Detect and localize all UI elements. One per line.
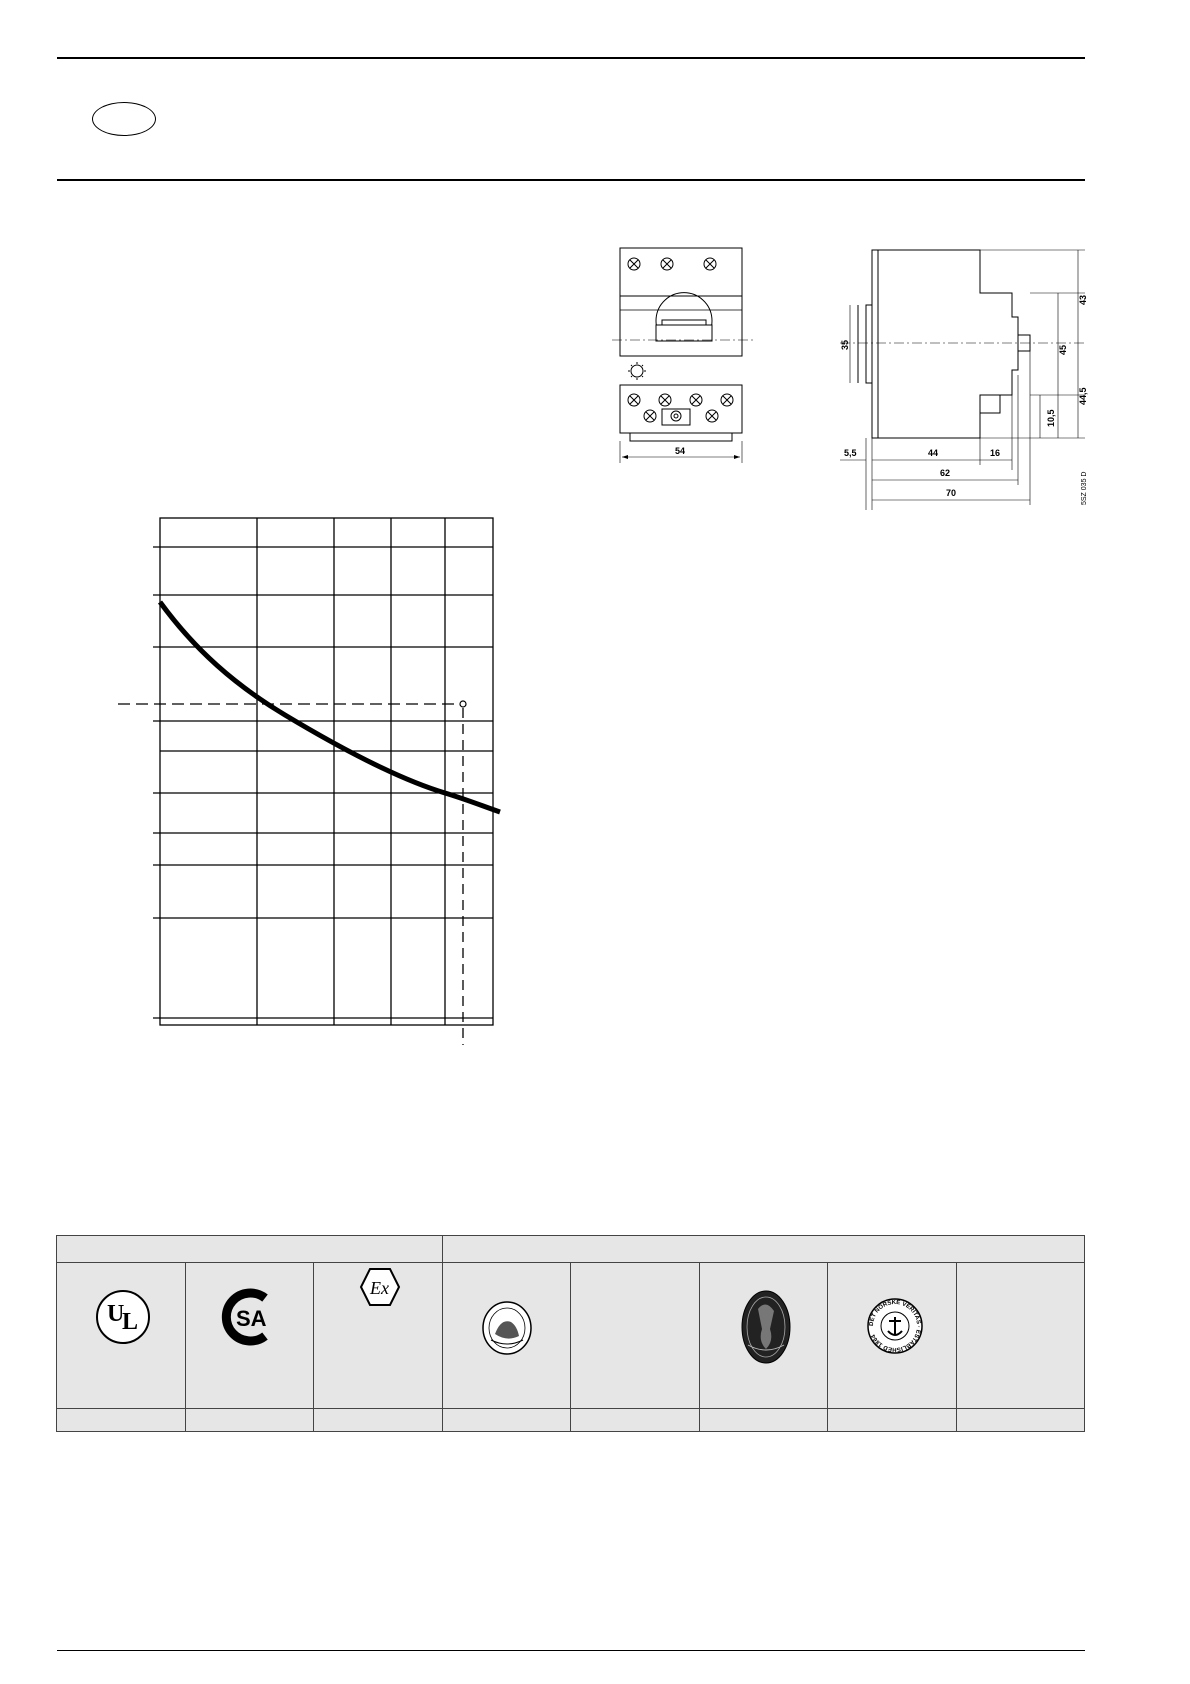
dim-44: 44 — [928, 448, 939, 458]
certifications-table — [56, 1235, 1085, 1432]
dim-45: 45 — [1058, 344, 1068, 355]
empty-cert-cell-2 — [956, 1263, 1085, 1409]
cert-footer-cell — [828, 1409, 957, 1432]
bottom-terminal-screws — [628, 394, 733, 425]
ul-logo-cell — [57, 1263, 186, 1409]
csa-logo — [221, 1288, 283, 1346]
country-code-oval — [92, 102, 156, 136]
empty-cert-cell-1 — [571, 1263, 700, 1409]
rotary-knob — [656, 293, 712, 341]
svg-text:U: U — [107, 1301, 125, 1327]
derating-graph — [115, 510, 500, 1050]
lloyds-seal-logo — [740, 1289, 792, 1365]
side-view-drawing — [840, 245, 1090, 520]
svg-text:SA: SA — [235, 1306, 267, 1331]
svg-text:DET NORSKE VERITAS · ESTABLISH: DET NORSKE VERITAS · ESTABLISHED 1864 — [868, 1299, 922, 1353]
dim-70: 70 — [946, 488, 957, 498]
header-top-rule — [57, 57, 1085, 59]
csa-logo-cell — [185, 1263, 314, 1409]
setting-dial-icon — [628, 362, 646, 380]
footer-rule — [57, 1650, 1085, 1651]
cert-footer-cell — [442, 1409, 571, 1432]
approvals-header-cell — [57, 1236, 443, 1263]
top-terminal-screws — [628, 258, 716, 270]
cert-footer-cell — [57, 1409, 186, 1432]
dim-43: 43 — [1078, 294, 1088, 305]
dim-16: 16 — [990, 448, 1001, 458]
dim-44-5: 44,5 — [1078, 387, 1088, 405]
dnv-seal-cell — [828, 1263, 957, 1409]
marine-seal-logo — [481, 1300, 533, 1356]
marine-seal-cell — [442, 1263, 571, 1409]
derating-curve — [160, 602, 500, 812]
lloyds-seal-cell — [699, 1263, 828, 1409]
header-bottom-rule — [57, 179, 1085, 181]
front-width-label: 54 — [675, 446, 686, 456]
shipbuilding-header-cell — [442, 1236, 1085, 1263]
ex-logo — [359, 1267, 401, 1307]
svg-text:L: L — [122, 1309, 139, 1335]
front-view-drawing — [620, 245, 750, 470]
drawing-code: 5SZ 035 D — [1081, 471, 1088, 505]
dim-10-5: 10,5 — [1046, 409, 1056, 427]
dim-62: 62 — [940, 468, 951, 478]
cert-footer-cell — [185, 1409, 314, 1432]
svg-text:Ex: Ex — [370, 1278, 389, 1298]
dim-35: 35 — [840, 339, 850, 350]
ul-logo — [95, 1289, 151, 1345]
reference-point — [460, 701, 466, 707]
cert-footer-cell — [571, 1409, 700, 1432]
cert-footer-cell — [699, 1409, 828, 1432]
dim-5-5: 5,5 — [844, 448, 857, 458]
det-norske-veritas-logo — [866, 1297, 924, 1355]
cert-footer-cell — [956, 1409, 1085, 1432]
cert-footer-cell — [314, 1409, 443, 1432]
ex-logo-cell — [314, 1263, 443, 1409]
